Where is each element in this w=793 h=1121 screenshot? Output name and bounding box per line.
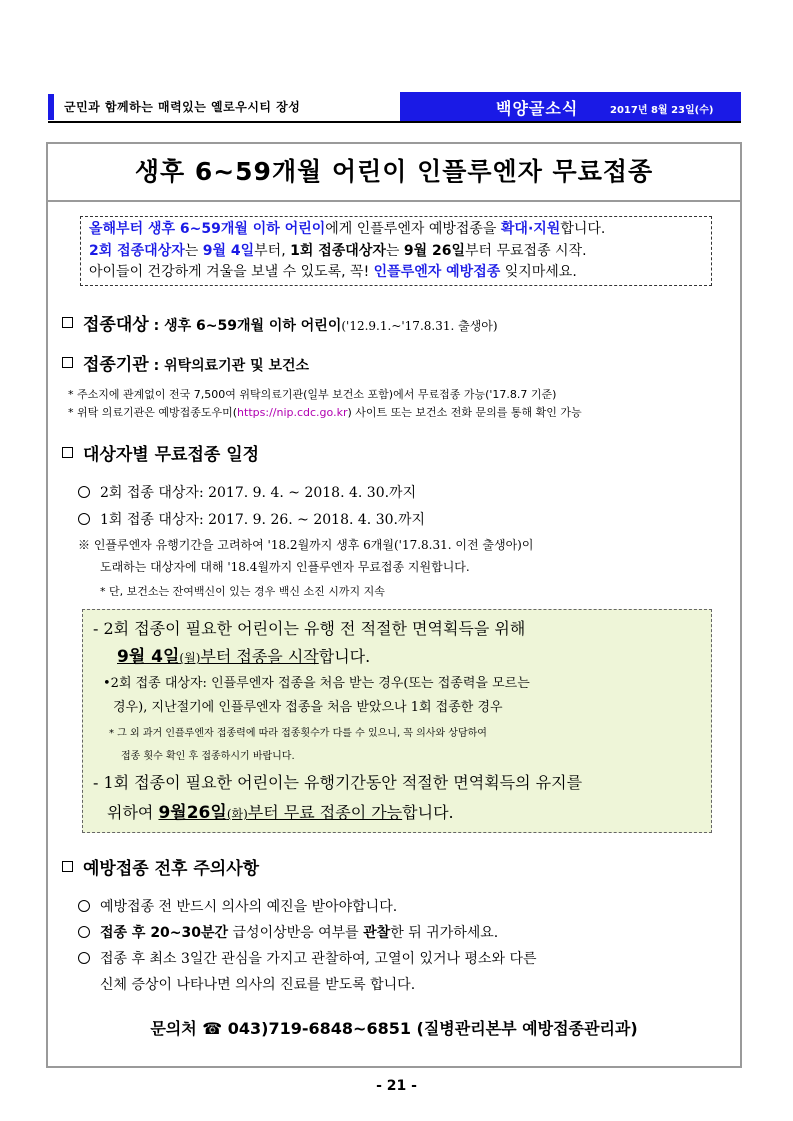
intro-box bbox=[80, 216, 712, 286]
caution-text: 급성이상반응 여부를 bbox=[228, 925, 364, 941]
notice-small-1: * 그 외 과거 인플루엔자 접종력에 따라 접종횟수가 다를 수 있으니, 꼭 의사와 상담하여 bbox=[109, 728, 487, 739]
institution-value: 위탁의료기관 및 보건소 bbox=[164, 358, 310, 374]
article-frame bbox=[46, 142, 742, 1068]
notice-date-2: 9월26일 bbox=[158, 803, 227, 823]
notice-date-1: 9월 4일 bbox=[117, 647, 180, 667]
intro-date-1: 9월 4일 bbox=[202, 242, 255, 259]
institution-head: 접종기관 bbox=[83, 355, 149, 375]
section-target bbox=[62, 310, 498, 335]
caution-observe: 관찰 bbox=[363, 925, 391, 941]
caution-text: 예방접종 전 반드시 의사의 예진을 받아야합니다. bbox=[100, 899, 398, 915]
notice-start: 부터 접종을 시작 bbox=[200, 647, 319, 666]
institution-note-2 bbox=[68, 404, 582, 420]
header-accent bbox=[48, 94, 54, 120]
intro-text: 합니다. bbox=[560, 221, 606, 237]
note-text: ) 사이트 또는 보건소 전화 문의를 통해 확인 가능 bbox=[347, 406, 582, 419]
section-schedule bbox=[62, 440, 259, 465]
circle-bullet-icon bbox=[78, 926, 90, 938]
nip-link[interactable]: https://nip.cdc.go.kr bbox=[237, 406, 348, 419]
notice-small-2: 접종 횟수 확인 후 접종하시기 바랍니다. bbox=[121, 751, 295, 762]
checkbox-bullet-icon bbox=[62, 447, 73, 458]
title-divider bbox=[48, 200, 740, 202]
notice-line-1: - 2회 접종이 필요한 어린이는 유행 전 적절한 면역획득을 위해 bbox=[93, 619, 526, 638]
target-period: ('12.9.1.~'17.8.31. 출생아) bbox=[341, 319, 498, 333]
intro-expand: 확대·지원 bbox=[500, 221, 561, 237]
notice-text: 위하여 bbox=[107, 803, 159, 822]
intro-text: 는 bbox=[385, 242, 404, 259]
schedule-note-1: ※ 인플루엔자 유행기간을 고려하여 '18.2월까지 생후 6개월('17.8.31. 이전 출생아)이 bbox=[78, 538, 534, 552]
contact-info: 문의처 ☎ 043)719-6848~6851 (질병관리본부 예방접종관리과) bbox=[150, 1019, 638, 1038]
intro-text: 부터 무료접종 시작. bbox=[465, 242, 587, 259]
schedule-item-2 bbox=[78, 509, 425, 529]
intro-text: 는 bbox=[184, 242, 203, 259]
checkbox-bullet-icon bbox=[62, 357, 73, 368]
intro-line-2 bbox=[89, 241, 711, 263]
notice-text: 합니다. bbox=[402, 803, 454, 822]
schedule-text: 2회 접종 대상자: 2017. 9. 4. ~ 2018. 4. 30.까지 bbox=[100, 485, 417, 501]
schedule-text: 1회 접종 대상자: 2017. 9. 26. ~ 2018. 4. 30.까지 bbox=[100, 512, 426, 528]
article-title: 생후 6~59개월 어린이 인플루엔자 무료접종 bbox=[134, 157, 654, 186]
notice-box bbox=[82, 609, 712, 833]
caution-head: 예방접종 전후 주의사항 bbox=[83, 859, 260, 879]
target-sep: : bbox=[148, 318, 165, 334]
intro-text: 잊지마세요. bbox=[500, 264, 577, 280]
checkbox-bullet-icon bbox=[62, 317, 73, 328]
intro-date-2: 9월 26일 bbox=[403, 242, 466, 259]
caution-item-3-cont: 신체 증상이 나타나면 의사의 진료를 받도록 합니다. bbox=[100, 977, 416, 993]
institution-note-1: * 주소지에 관계없이 전국 7,500여 위탁의료기관(일부 보건소 포함)에서 무료접종 가능('17.8.7 기준) bbox=[68, 388, 557, 401]
notice-day-1: (월) bbox=[179, 651, 201, 665]
institution-sep: : bbox=[148, 358, 165, 374]
notice-bullet-1: •2회 접종 대상자: 인플루엔자 접종을 처음 받는 경우(또는 접종력을 모르는 bbox=[103, 676, 530, 691]
header-slogan: 군민과 함께하는 매력있는 옐로우시티 장성 bbox=[64, 100, 301, 114]
target-value: 생후 6~59개월 이하 어린이 bbox=[164, 318, 342, 334]
newsletter-date: 2017년 8월 23일(수) bbox=[610, 105, 714, 116]
intro-1dose: 1회 접종대상자 bbox=[290, 242, 386, 259]
caution-time: 접종 후 20~30분간 bbox=[100, 925, 229, 941]
notice-line-2 bbox=[117, 642, 370, 667]
circle-bullet-icon bbox=[78, 486, 90, 498]
circle-bullet-icon bbox=[78, 513, 90, 525]
notice-line-3: - 1회 접종이 필요한 어린이는 유행기간동안 적절한 면역획득의 유지를 bbox=[93, 773, 583, 792]
schedule-item-1 bbox=[78, 482, 416, 502]
newsletter-name: 백양골소식 bbox=[496, 99, 579, 118]
intro-vaccination: 인플루엔자 예방접종 bbox=[373, 264, 501, 280]
intro-text: 아이들이 건강하게 겨울을 보낼 수 있도록, 꼭! bbox=[89, 264, 374, 280]
notice-line-4 bbox=[107, 798, 454, 823]
schedule-note-2: 도래하는 대상자에 대해 '18.4월까지 인플루엔자 무료접종 지원합니다. bbox=[100, 560, 470, 574]
intro-line-3 bbox=[89, 262, 711, 284]
note-text: * 위탁 의료기관은 예방접종도우미( bbox=[68, 406, 238, 419]
intro-target: 올해부터 생후 6~59개월 이하 어린이 bbox=[89, 221, 326, 237]
caution-item-2 bbox=[78, 922, 498, 942]
intro-text: 에게 인플루엔자 예방접종을 bbox=[325, 221, 501, 237]
target-head: 접종대상 bbox=[83, 315, 149, 335]
section-institution bbox=[62, 350, 309, 375]
notice-text: 합니다. bbox=[318, 647, 371, 666]
page-number: - 21 - bbox=[376, 1078, 417, 1094]
notice-bullet-2: 경우), 지난절기에 인플루엔자 접종을 처음 받았으나 1회 접종한 경우 bbox=[113, 700, 503, 715]
header-bar bbox=[48, 92, 741, 122]
caution-item-3 bbox=[78, 948, 537, 968]
section-caution bbox=[62, 854, 259, 879]
checkbox-bullet-icon bbox=[62, 861, 73, 872]
caution-text: 접종 후 최소 3일간 관심을 가지고 관찰하여, 고열이 있거나 평소와 다른 bbox=[100, 951, 537, 967]
notice-free: 부터 무료 접종이 가능 bbox=[247, 803, 403, 822]
intro-line-1 bbox=[89, 219, 711, 241]
intro-text: 부터, bbox=[254, 242, 291, 259]
schedule-note-3: * 단, 보건소는 잔여백신이 있는 경우 백신 소진 시까지 지속 bbox=[100, 585, 385, 598]
intro-2dose: 2회 접종대상자 bbox=[89, 242, 185, 259]
circle-bullet-icon bbox=[78, 900, 90, 912]
circle-bullet-icon bbox=[78, 952, 90, 964]
caution-item-1 bbox=[78, 896, 397, 916]
header-newsletter-box bbox=[400, 92, 741, 122]
schedule-head: 대상자별 무료접종 일정 bbox=[83, 445, 260, 465]
caution-text: 한 뒤 귀가하세요. bbox=[390, 925, 499, 941]
header-divider bbox=[48, 121, 741, 123]
notice-day-2: (화) bbox=[226, 807, 248, 821]
